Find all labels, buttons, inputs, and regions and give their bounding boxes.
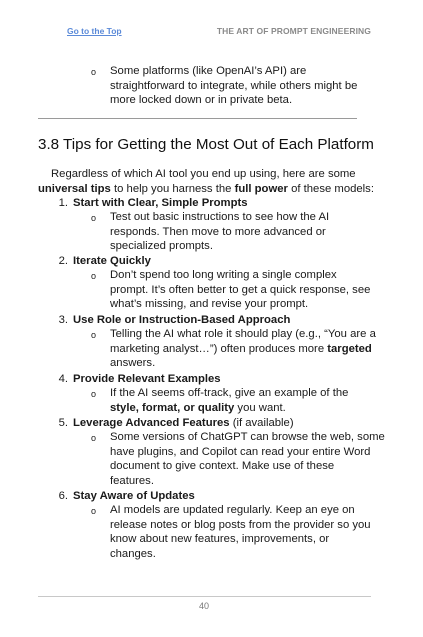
bullet-marker: o bbox=[91, 213, 97, 223]
bullet-line: more locked down or in private beta. bbox=[110, 94, 293, 107]
intro-line: Regardless of which AI tool you end up using, here are some bbox=[51, 168, 356, 180]
tip-number: 3. bbox=[58, 314, 68, 326]
tip-title: Use Role or Instruction-Based Approach bbox=[73, 314, 291, 326]
tip-line: Telling the AI what role it should play (e.g., “You are a bbox=[110, 328, 376, 340]
bullet-line: Some platforms (like OpenAI’s API) are bbox=[110, 65, 307, 77]
tip-line: AI models are updated regularly. Keep an eye on bbox=[110, 504, 355, 516]
bullet-line: straightforward to integrate, while others might be bbox=[110, 79, 358, 92]
tip-line: release notes or blog posts from the provider so you bbox=[110, 518, 371, 531]
tip-line: know about new features, improvements, or bbox=[110, 533, 330, 546]
tip-line: Don’t spend too long writing a single complex bbox=[110, 269, 337, 281]
tip-line: If the AI seems off-track, give an example of the bbox=[110, 387, 349, 399]
tip-line: Test out basic instructions to see how the AI bbox=[110, 211, 330, 223]
footer-divider bbox=[38, 596, 371, 597]
section-heading: 3.8 Tips for Getting the Most Out of Each Platform bbox=[38, 136, 374, 153]
tip-line: answers. bbox=[110, 357, 156, 370]
bullet-marker: o bbox=[91, 433, 97, 443]
tip-title: Iterate Quickly bbox=[73, 255, 151, 267]
tip-title: Stay Aware of Updates bbox=[73, 490, 195, 502]
tip-title: Leverage Advanced Features (if available) bbox=[73, 417, 294, 429]
tip-number: 6. bbox=[58, 490, 68, 502]
tip-line: prompt. It’s often better to get a quick response, see bbox=[110, 283, 371, 296]
tip-line: marketing analyst…”) often produces more targeted bbox=[110, 342, 372, 355]
tip-number: 1. bbox=[58, 197, 68, 209]
bullet-marker: o bbox=[91, 67, 97, 77]
tip-line: what’s missing, and revise your prompt. bbox=[110, 298, 309, 311]
bullet-marker: o bbox=[91, 271, 97, 281]
tip-line: specialized prompts. bbox=[110, 240, 213, 253]
tip-line: responds. Then move to more advanced or bbox=[110, 225, 326, 238]
tip-line: document to give context. Make use of these bbox=[110, 460, 335, 473]
bullet-marker: o bbox=[91, 506, 97, 516]
intro-line: universal tips to help you harness the full power of these models: bbox=[38, 182, 374, 195]
tip-title: Provide Relevant Examples bbox=[73, 373, 221, 385]
tip-title: Start with Clear, Simple Prompts bbox=[73, 197, 248, 209]
running-header-title: THE ART OF PROMPT ENGINEERING bbox=[216, 26, 371, 36]
go-to-top-link[interactable]: Go to the Top bbox=[67, 26, 122, 36]
bullet-marker: o bbox=[91, 389, 97, 399]
section-divider bbox=[38, 118, 357, 119]
tip-line: changes. bbox=[110, 547, 156, 560]
page-number: 40 bbox=[198, 601, 209, 611]
bullet-marker: o bbox=[91, 330, 97, 340]
tip-number: 5. bbox=[58, 417, 68, 429]
tip-line: style, format, or quality you want. bbox=[110, 401, 286, 414]
tip-line: features. bbox=[110, 474, 154, 487]
tip-line: have plugins, and Copilot can read your entire Word bbox=[110, 445, 371, 458]
tip-number: 4. bbox=[58, 373, 68, 385]
tip-number: 2. bbox=[58, 255, 68, 267]
tip-line: Some versions of ChatGPT can browse the web, some bbox=[110, 431, 385, 443]
